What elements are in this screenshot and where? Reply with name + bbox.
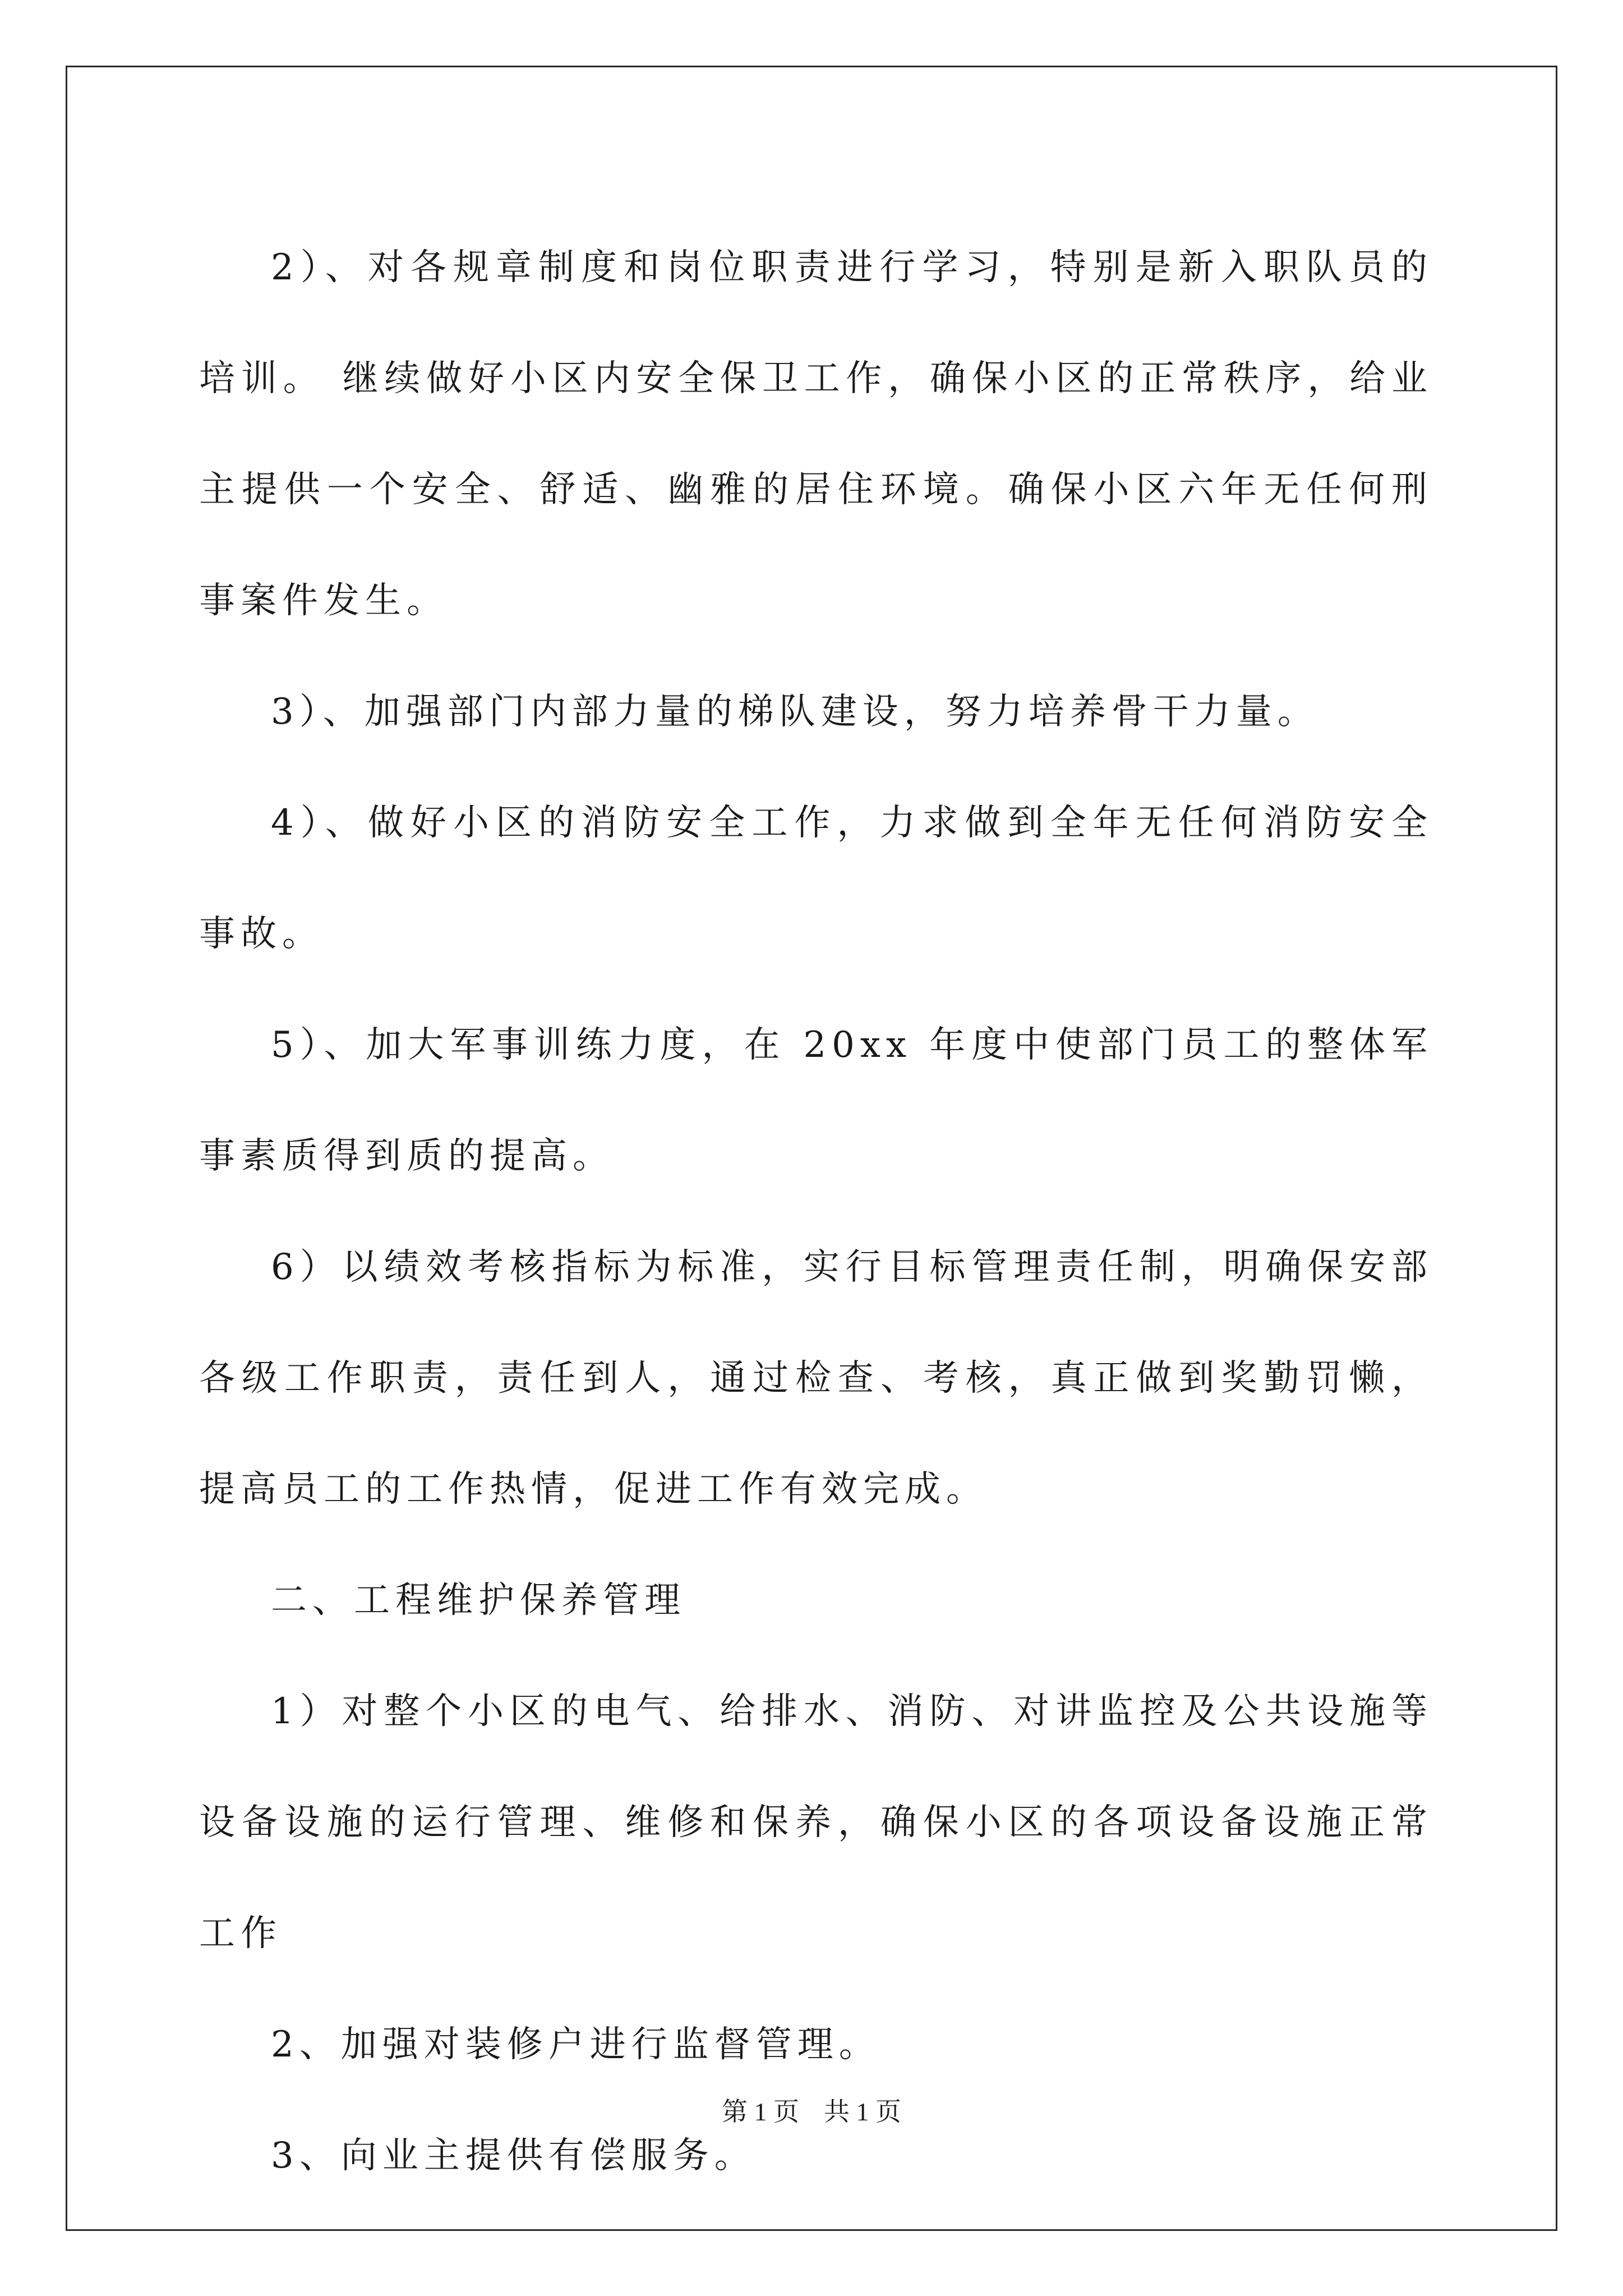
paragraph: 1）对整个小区的电气、给排水、消防、对讲监控及公共设施等设备设施的运行管理、维修和保养，确保小区的各项设备设施正常工作 <box>199 1691 1433 1954</box>
document-body <box>199 212 1433 2211</box>
paragraph: 3、向业主提供有偿服务。 <box>271 2135 756 2177</box>
paragraph: 5）、加大军事训练力度，在 20xx 年度中使部门员工的整体军事素质得到质的提高。 <box>199 1024 1433 1177</box>
paragraph: 3）、加强部门内部力量的梯队建设，努力培养骨干力量。 <box>271 691 1319 733</box>
paragraph: 6）以绩效考核指标为标准，实行目标管理责任制，明确保安部各级工作职责，责任到人，通过检查、考核，真正做到奖勤罚懒，提高员工的工作热情，促进工作有效完成。 <box>199 1246 1433 1510</box>
paragraph: 2）、对各规章制度和岗位职责进行学习，特别是新入职队员的培训。 继续做好小区内安全保卫工作，确保小区的正常秩序，给业主提供一个安全、舒适、幽雅的居住环境。确保小区六年无任何刑事案件发生。 <box>199 247 1433 622</box>
paragraph: 4）、做好小区的消防安全工作，力求做到全年无任何消防安全事故。 <box>199 802 1433 955</box>
paragraph: 2、加强对装修户进行监督管理。 <box>271 2024 880 2065</box>
section-heading: 二、工程维护保养管理 <box>271 1580 686 1621</box>
page-total: 共 1 页 <box>824 2097 901 2126</box>
page-number: 第 1 页 <box>722 2097 799 2126</box>
page-footer <box>0 2091 1623 2128</box>
